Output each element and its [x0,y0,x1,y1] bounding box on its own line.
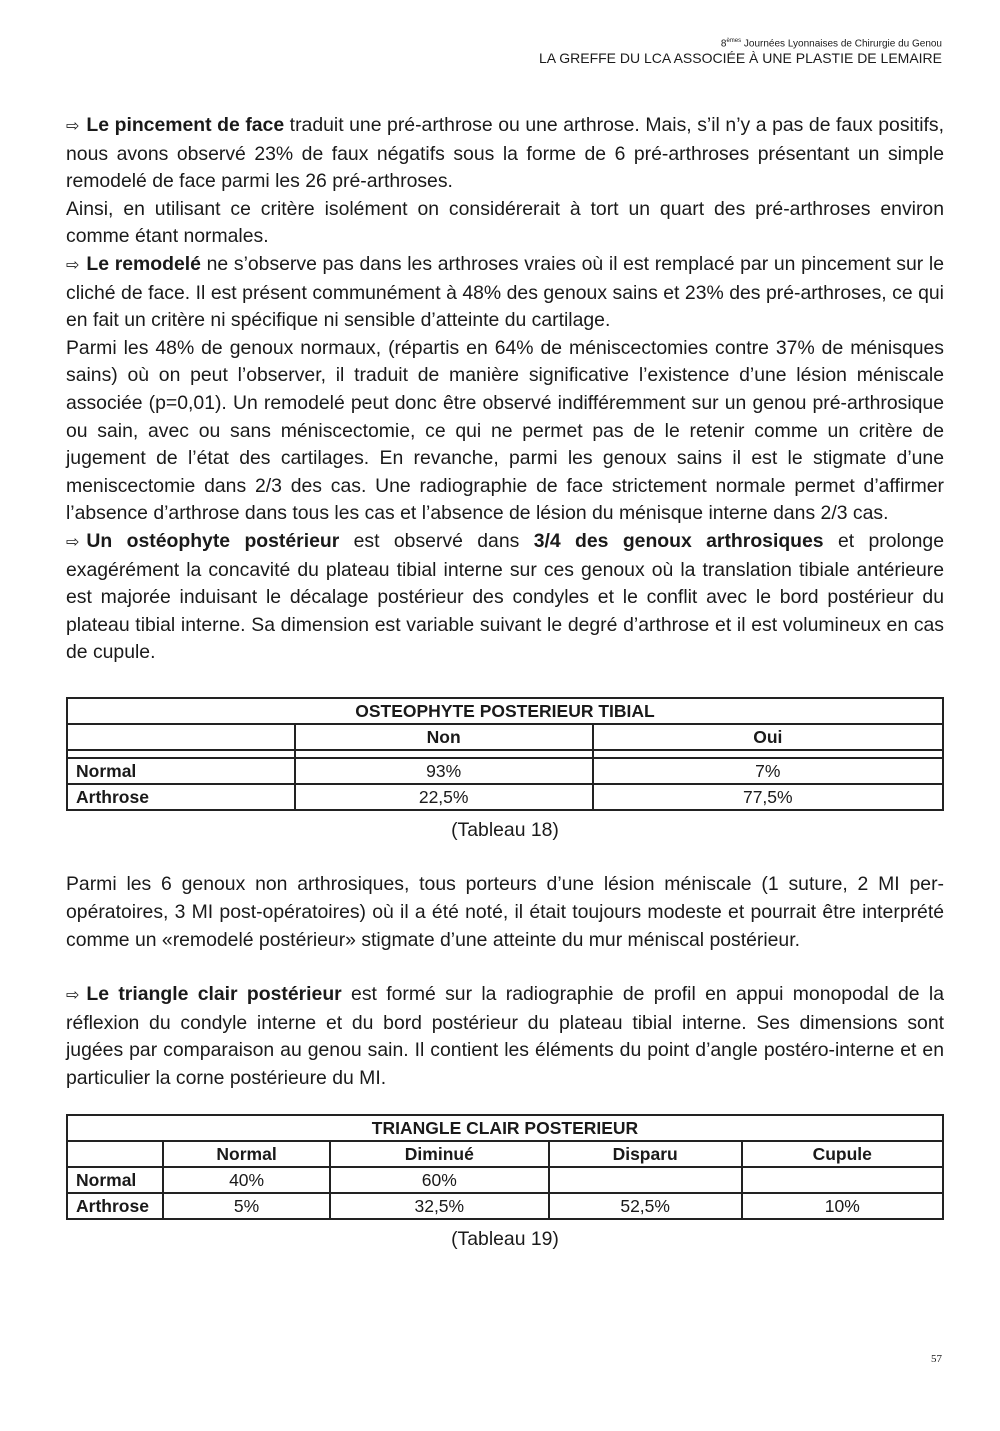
table-row [67,1167,943,1193]
paragraph-triangle [66,981,944,1092]
table-cell [742,1167,943,1193]
table-cell: 22,5% [295,784,593,810]
table-row [67,784,943,810]
conference-ordinal-suffix: èmes [726,38,742,44]
arrow-right-icon: ⇨ [66,118,80,135]
table-19-col-normal: Normal [163,1141,329,1167]
table-spacer-cell [295,750,593,758]
table-cell: 7% [593,758,943,784]
row-label: Normal [67,1167,163,1193]
table-19-col-diminue: Diminué [330,1141,549,1167]
paragraph-genoux-normaux: Parmi les 48% de genoux normaux, (répartis en 64% de méniscectomies contre 37% de ménisques sains) où on peut l’observer, il traduit de manière significative l’existence d’une lésion méniscale associée (p=0,01). Un remodelé peut donc être observé indifféremment sur un genou pré-arthrosique ou sain, avec ou sans méniscectomie, ce qui ne permet pas de le retenir comme un critère de jugement de l’état des cartilages. En revanche, parmi les genoux sains il est le stigmate d’une meniscectomie dans 2/3 des cas. Une radiographie de face strictement normale permet d’affirmer l’absence d’arthrose dans tous les cas et l’absence de lésion du ménisque interne dans 2/3 cas. [66,336,944,525]
table-18-title: OSTEOPHYTE POSTERIEUR TIBIAL [67,698,943,724]
arrow-right-icon: ⇨ [66,533,80,551]
paragraph-pincement [66,112,944,196]
table-19-col-cupule: Cupule [742,1141,943,1167]
lead-remodele: Le remodelé [86,252,201,275]
arrow-right-icon: ⇨ [66,987,80,1005]
table-spacer-cell [67,750,295,758]
spacer [66,954,944,981]
table-row [67,758,943,784]
table-19-title: TRIANGLE CLAIR POSTERIEUR [67,1115,943,1141]
row-label: Arthrose [67,1193,163,1219]
page-body [66,112,944,1253]
table-row [67,1193,943,1219]
table-18-caption: (Tableau 18) [451,818,559,841]
table-cell: 77,5% [593,784,943,810]
table-18 [66,697,944,811]
document-title: LA GREFFE DU LCA ASSOCIÉE À UNE PLASTIE DE LEMAIRE [538,49,942,66]
table-cell: 52,5% [549,1193,742,1219]
table-cell: 32,5% [330,1193,549,1219]
table-cell: 5% [163,1193,329,1219]
text-osteophyte-a: est observé dans [339,529,534,552]
table-cell: 40% [163,1167,329,1193]
arrow-right-icon: ⇨ [66,256,80,274]
bold-genoux-arthrosiques: 3/4 des genoux arthrosiques [533,529,824,552]
conference-title [342,38,942,50]
paragraph-ainsi: Ainsi, en utilisant ce critère isolément on considérerait à tort un quart des pré-arthroses environ comme étant normales. [66,197,944,248]
text-triangle: est formé sur la radiographie de profil en appui monopodal de la réflexion du condyle interne et du bord postérieur du plateau tibial interne. Ses dimensions sont jugées par comparaison au genou sain. Il contient les éléments du point d’angle postéro-interne et en particulier la corne postérieure du MI. [66,983,944,1090]
conference-ordinal: 8 [720,38,727,50]
lead-pincement: Le pincement de face [86,114,285,136]
lead-triangle: Le triangle clair postérieur [86,983,342,1006]
table-cell: 60% [330,1167,549,1193]
lead-osteophyte: Un ostéophyte postérieur [86,529,340,552]
page-number: 57 [931,1353,942,1365]
spacer [66,844,944,871]
conference-name: Journées Lyonnaises de Chirurgie du Genou [743,38,942,50]
table-19 [66,1114,944,1220]
table-cell: 10% [742,1193,943,1219]
paragraph-remodele [66,251,944,335]
table-spacer-row [67,750,943,758]
table-18-corner [67,724,295,750]
table-spacer-cell [593,750,943,758]
paragraph-non-arthrosiques: Parmi les 6 genoux non arthrosiques, tous porteurs d’une lésion méniscale (1 suture, 2 MI per-opératoires, 3 MI post-opératoires) où il a été noté, il était toujours modeste et pourrait être interprété comme un «remodelé postérieur» stigmate d’une atteinte du mur méniscal postérieur. [66,873,944,951]
table-cell: 93% [295,758,593,784]
row-label: Arthrose [67,784,295,810]
row-label: Normal [67,758,295,784]
text-remodele: ne s’observe pas dans les arthroses vraies où il est remplacé par un pincement sur le cliché de face. Il est présent communément à 48% des genoux sains et 23% des pré-arthroses, ce qui en fait un critère ni spécifique ni sensible d’atteinte du cartilage. [66,252,944,332]
table-19-caption: (Tableau 19) [451,1227,559,1250]
text-pincement: traduit une pré-arthrose ou une arthrose. Mais, s’il n’y a pas de faux positifs, nous avons observé 23% de faux négatifs sous la forme de 6 pré-arthroses présentant un simple remodelé de face parmi les 26 pré-arthroses. [66,114,944,193]
table-cell [549,1167,742,1193]
table-18-col-non: Non [295,724,593,750]
table-19-corner [67,1141,163,1167]
paragraph-osteophyte [66,528,944,667]
table-18-col-oui: Oui [593,724,943,750]
running-header [342,38,942,66]
text-osteophyte-b: et prolonge exagérément la concavité du plateau tibial interne sur ces genoux où la translation tibiale antérieure est majorée induisant le décalage postérieur des condyles et le conflit avec le bord postérieur du plateau tibial interne. Sa dimension est variable suivant le degré d’arthrose et il est volumineux en cas de cupule. [66,529,944,664]
table-19-col-disparu: Disparu [549,1141,742,1167]
